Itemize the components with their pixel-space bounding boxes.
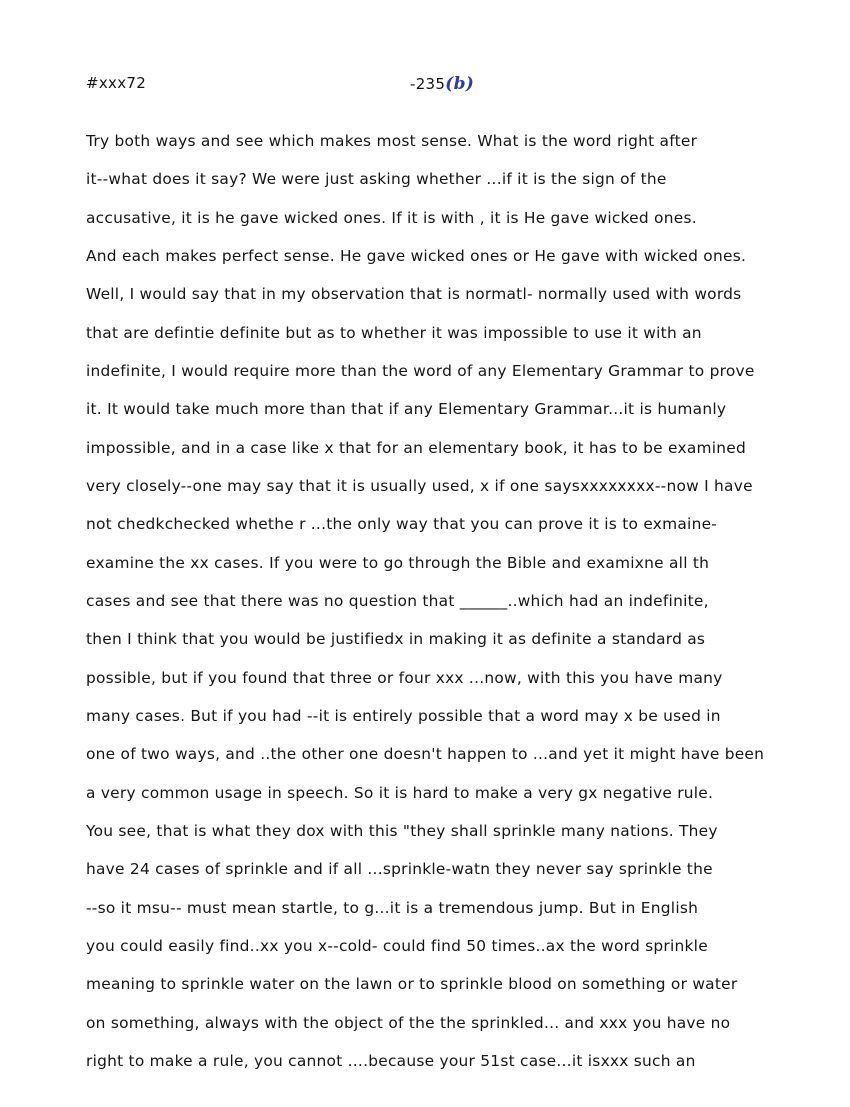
- text-line: then I think that you would be justifiedx in making it as definite a standard as: [86, 630, 706, 649]
- text-line: have 24 cases of sprinkle and if all ...sprinkle-watn they never say sprinkle the: [86, 860, 713, 879]
- page-number: [410, 74, 474, 94]
- text-line: indefinite, I would require more than the word of any Elementary Grammar to prove: [86, 361, 755, 380]
- text-line: it. It would take much more than that if any Elementary Grammar...it is humanly: [86, 400, 727, 419]
- text-line: Try both ways and see which makes most sense. What is the word right after: [86, 132, 698, 150]
- text-line: accusative, it is he gave wicked ones. If it is with , it is He gave wicked ones.: [86, 208, 697, 227]
- text-line: impossible, and in a case like x that for an elementary book, it has to be examined: [86, 438, 747, 457]
- text-line: many cases. But if you had --it is entirely possible that a word may x be used in: [86, 706, 721, 725]
- text-line: it--what does it say? We were just asking whether ...if it is the sign of the: [86, 170, 667, 189]
- text-line: Well, I would say that in my observation that is normatl- normally used with words: [86, 285, 742, 304]
- text-line: meaning to sprinkle water on the lawn or to sprinkle blood on something or water: [86, 975, 738, 994]
- text-line: And each makes perfect sense. He gave wicked ones or He gave with wicked ones.: [86, 246, 747, 265]
- text-line: cases and see that there was no question that ______..which had an indefinite,: [86, 591, 709, 610]
- text-line: you could easily find..xx you x--cold- could find 50 times..ax the word sprinkle: [86, 936, 708, 955]
- text-line: You see, that is what they dox with this "they shall sprinkle many nations. They: [86, 821, 718, 840]
- text-line: not chedkchecked whethe r ...the only way that you can prove it is to exmaine-: [86, 515, 718, 534]
- text-line: possible, but if you found that three or four xxx ...now, with this you have many: [86, 668, 723, 687]
- text-line: a very common usage in speech. So it is hard to make a very gx negative rule.: [86, 783, 714, 802]
- page-reference-code: #xxx72: [86, 74, 147, 92]
- text-line: very closely--one may say that it is usually used, x if one saysxxxxxxxx--now I have: [86, 476, 753, 495]
- text-line: one of two ways, and ..the other one doesn't happen to ...and yet it might have been: [86, 745, 765, 764]
- text-line: that are defintie definite but as to whether it was impossible to use it with an: [86, 323, 702, 342]
- transcript-body: [86, 130, 816, 1088]
- text-line: --so it msu-- must mean startle, to g...it is a tremendous jump. But in English: [86, 898, 699, 917]
- handwritten-page-suffix: (b): [445, 74, 475, 94]
- page-number-typed: -235: [410, 75, 446, 93]
- text-line: right to make a rule, you cannot ....because your 51st case...it isxxx such an: [86, 1051, 696, 1070]
- text-line: on something, always with the object of the the sprinkled... and xxx you have no: [86, 1013, 731, 1032]
- text-line: examine the xx cases. If you were to go through the Bible and examixne all th: [86, 553, 710, 572]
